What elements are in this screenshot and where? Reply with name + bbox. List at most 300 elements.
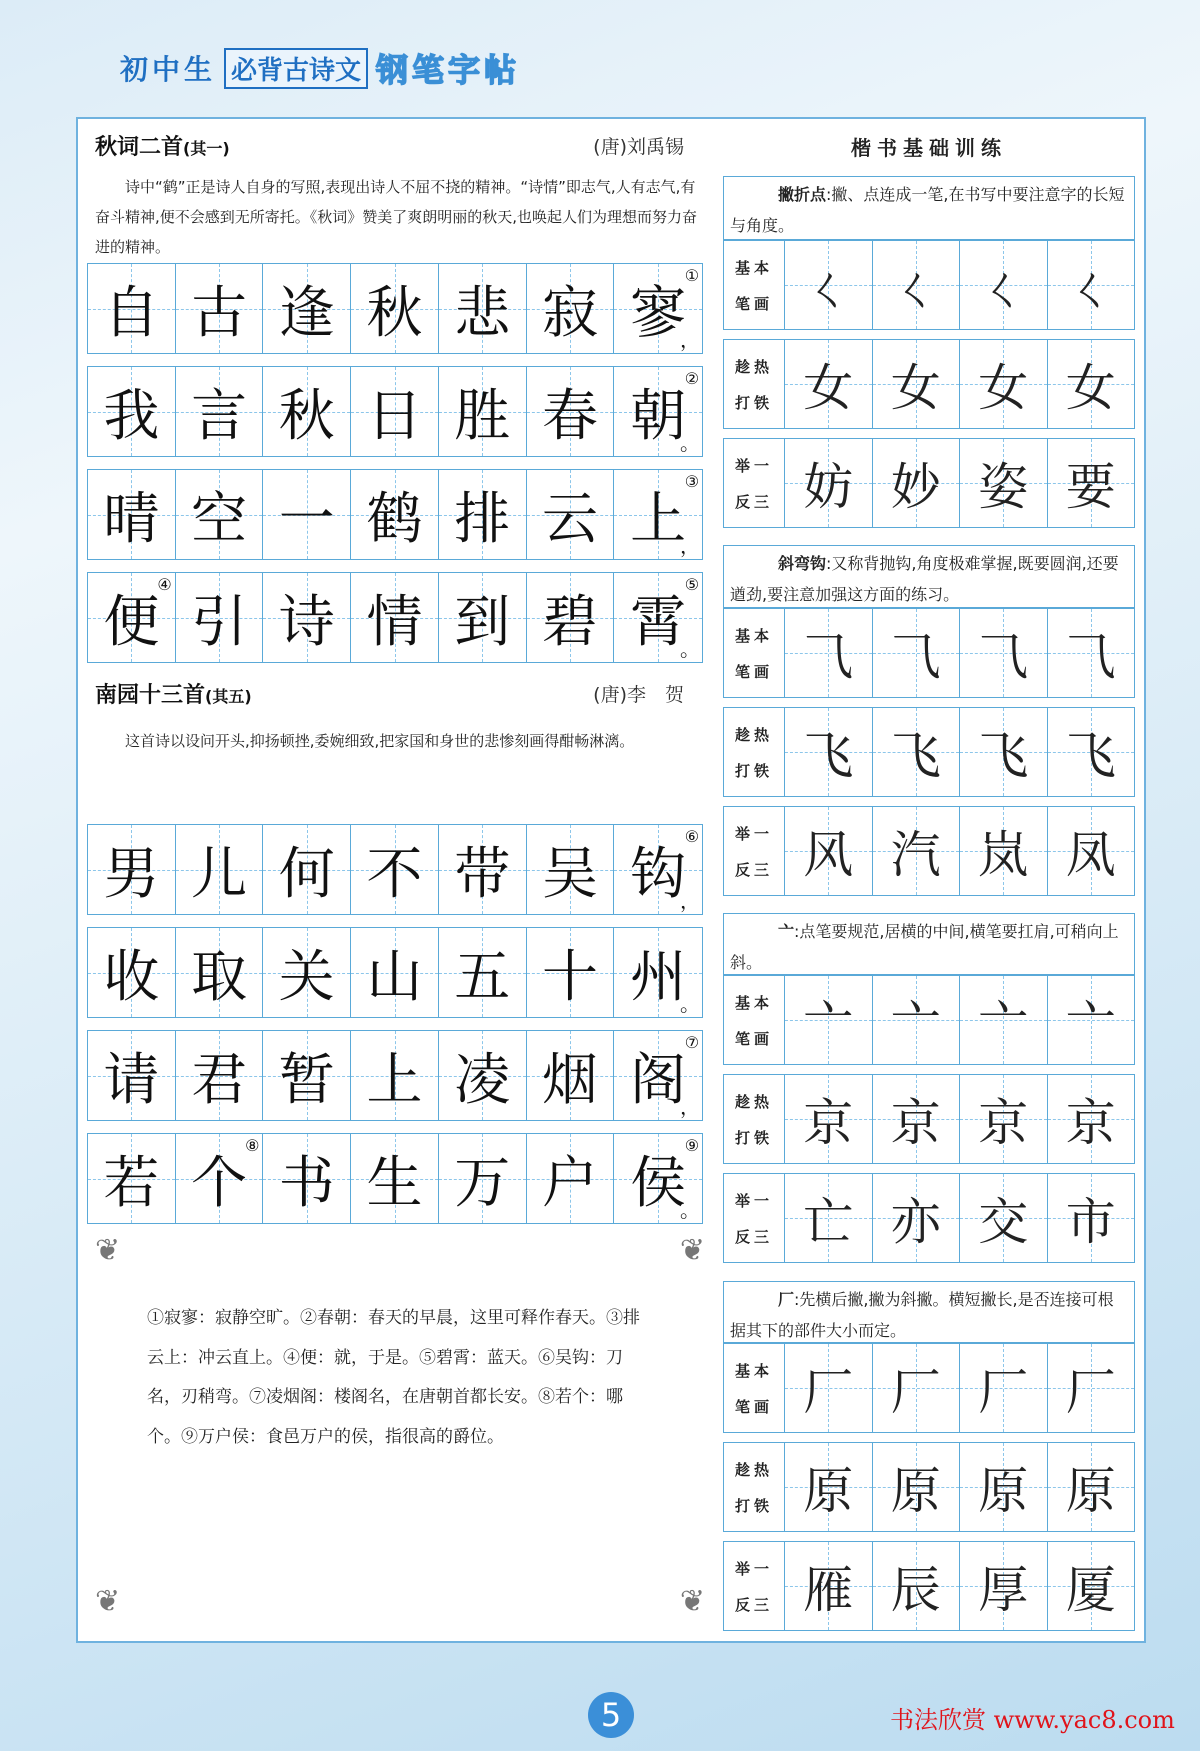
- row-label-line2: 笔画: [734, 662, 773, 681]
- stroke-desc-text: :先横后撇,撇为斜撇。横短撇长,是否连接可根据其下的部件大小而定。: [730, 1290, 1114, 1340]
- row-label-line1: 基本: [734, 1361, 773, 1380]
- character: ⺄: [803, 628, 854, 686]
- character: 姿: [978, 458, 1029, 516]
- character: 岚: [978, 826, 1029, 884]
- poem1-author: (唐)刘禹锡: [593, 136, 684, 158]
- row-label-line1: 举一: [734, 1191, 773, 1210]
- practice-cell: [527, 573, 615, 662]
- practice-cell: [873, 609, 961, 697]
- row-label-line1: 举一: [734, 456, 773, 475]
- training-row: [723, 438, 1135, 528]
- row-label: [724, 1443, 785, 1531]
- practice-cell: [1048, 439, 1135, 527]
- row-label-line2: 打铁: [734, 1128, 773, 1147]
- training-row: [723, 339, 1135, 429]
- row-label-line2: 笔画: [734, 1029, 773, 1048]
- training-row: [723, 240, 1135, 330]
- poem2-intro: 这首诗以设问开头,抑扬顿挫,委婉细致,把家国和身世的悲惨刻画得酣畅淋漓。: [125, 732, 635, 750]
- practice-cell: [785, 241, 873, 329]
- annotation-marker: ①: [684, 266, 700, 285]
- practice-cell: [785, 439, 873, 527]
- practice-cell: [88, 825, 176, 914]
- practice-cell: [263, 367, 351, 456]
- practice-cell: [873, 1443, 961, 1531]
- row-label-line1: 举一: [734, 824, 773, 843]
- practice-cell: [960, 609, 1048, 697]
- practice-cell: [1048, 1542, 1135, 1630]
- page-number: 5: [588, 1692, 634, 1738]
- practice-cell: [527, 1031, 615, 1120]
- character: 秋: [278, 383, 335, 449]
- character: ⺄: [890, 628, 941, 686]
- training-row: [723, 806, 1135, 896]
- character: 亦: [890, 1193, 941, 1251]
- practice-cell: [439, 573, 527, 662]
- practice-cell: [614, 470, 702, 559]
- annotation-marker: ②: [684, 369, 700, 388]
- practice-cell: [960, 807, 1048, 895]
- character: 京: [890, 1094, 941, 1152]
- practice-cell: [351, 264, 439, 353]
- stroke-term: 厂: [778, 1290, 795, 1309]
- row-label: [724, 807, 785, 895]
- stroke-description: [723, 1281, 1135, 1343]
- character: 钩: [630, 841, 687, 907]
- character: 雁: [803, 1561, 854, 1619]
- practice-cell: [1048, 807, 1135, 895]
- character: 飞: [890, 727, 941, 785]
- practice-cell: [873, 976, 961, 1064]
- character: 君: [191, 1047, 248, 1113]
- character: 飞: [1065, 727, 1116, 785]
- ornament-top-right-icon: ❦: [679, 1233, 705, 1268]
- character: 春: [541, 383, 598, 449]
- practice-cell: [1048, 1075, 1135, 1163]
- row-label-line1: 趁热: [734, 357, 773, 376]
- practice-cell: [960, 340, 1048, 428]
- stroke-desc-text: :又称背抛钩,角度极难掌握,既要圆润,还要遒劲,要注意加强这方面的练习。: [730, 554, 1119, 604]
- practice-cell: [88, 1031, 176, 1120]
- character: 原: [978, 1462, 1029, 1520]
- annotation-marker: ⑥: [684, 827, 700, 846]
- practice-cell: [527, 825, 615, 914]
- practice-cell: [873, 241, 961, 329]
- practice-cell: [785, 1344, 873, 1432]
- practice-cell: [527, 264, 615, 353]
- character: ㄑ: [978, 260, 1029, 318]
- character: 飞: [978, 727, 1029, 785]
- practice-cell: [785, 1542, 873, 1630]
- header-series: 必背古诗文: [224, 48, 368, 89]
- character: 上: [366, 1047, 423, 1113]
- character: 逢: [278, 280, 335, 346]
- row-label-line2: 反三: [734, 1595, 773, 1614]
- annotation-marker: ④: [157, 575, 172, 594]
- character: ㄑ: [890, 260, 941, 318]
- poem2-author: (唐)李 贺: [593, 684, 684, 706]
- character: 暂: [278, 1047, 335, 1113]
- character: 女: [978, 359, 1029, 417]
- annotation-marker: ⑨: [684, 1136, 700, 1155]
- practice-cell: [176, 1031, 264, 1120]
- character: ⺄: [1065, 628, 1116, 686]
- practice-cell: [960, 1542, 1048, 1630]
- practice-cell: [527, 367, 615, 456]
- practice-cell: [263, 825, 351, 914]
- character: 何: [278, 841, 335, 907]
- character: 个: [191, 1150, 248, 1216]
- poem-line: [87, 1133, 703, 1224]
- character: 京: [978, 1094, 1029, 1152]
- character: 亡: [803, 1193, 854, 1251]
- character: 凤: [1065, 826, 1116, 884]
- training-row: [723, 1541, 1135, 1631]
- practice-cell: [263, 264, 351, 353]
- practice-cell: [1048, 1344, 1135, 1432]
- character: ⺄: [978, 628, 1029, 686]
- character: 到: [454, 589, 511, 655]
- row-label: [724, 1174, 785, 1262]
- practice-cell: [439, 1031, 527, 1120]
- practice-cell: [351, 367, 439, 456]
- character: 京: [803, 1094, 854, 1152]
- poem1-intro: 诗中“鹤”正是诗人自身的写照,表现出诗人不屈不挠的精神。“诗情”即志气,人有志气,有奋斗精神,便不会感到无所寄托。《秋词》赞美了爽朗明丽的秋天,也唤起人们为理想而努力奋进的精神。: [95, 178, 698, 256]
- practice-cell: [88, 367, 176, 456]
- row-label-line1: 趁热: [734, 1460, 773, 1479]
- character: 一: [278, 486, 335, 552]
- practice-cell: [351, 1031, 439, 1120]
- practice-cell: [785, 807, 873, 895]
- character: 原: [803, 1462, 854, 1520]
- poem1-subtitle: (其一): [183, 139, 230, 158]
- practice-cell: [351, 825, 439, 914]
- character: 关: [278, 944, 335, 1010]
- character: 请: [103, 1047, 160, 1113]
- character: 妨: [803, 458, 854, 516]
- practice-cell: [1048, 609, 1135, 697]
- row-label-line2: 反三: [734, 860, 773, 879]
- character: 引: [191, 589, 248, 655]
- practice-cell: [873, 439, 961, 527]
- character: 亠: [803, 995, 854, 1053]
- character: 亠: [890, 995, 941, 1053]
- practice-cell: [88, 1134, 176, 1223]
- row-label: [724, 1542, 785, 1630]
- punctuation: 。: [680, 637, 701, 661]
- practice-cell: [873, 708, 961, 796]
- practice-cell: [1048, 340, 1135, 428]
- character: 收: [103, 944, 160, 1010]
- practice-cell: [176, 573, 264, 662]
- practice-cell: [263, 573, 351, 662]
- practice-cell: [1048, 1443, 1135, 1531]
- practice-cell: [439, 825, 527, 914]
- punctuation: 。: [680, 1198, 701, 1222]
- row-label: [724, 708, 785, 796]
- character: 情: [366, 589, 423, 655]
- practice-cell: [960, 976, 1048, 1064]
- poem2-title-text: 南园十三首: [95, 683, 206, 708]
- character: 京: [1065, 1094, 1116, 1152]
- practice-cell: [1048, 241, 1135, 329]
- practice-cell: [351, 1134, 439, 1223]
- character: 交: [978, 1193, 1029, 1251]
- character: 书: [278, 1150, 335, 1216]
- practice-cell: [785, 1075, 873, 1163]
- character: 吴: [541, 841, 598, 907]
- character: 秋: [366, 280, 423, 346]
- character: 寂: [541, 280, 598, 346]
- notes-box: [95, 1233, 705, 1619]
- character: 云: [541, 486, 598, 552]
- character: 带: [454, 841, 511, 907]
- row-label: [724, 1344, 785, 1432]
- row-label-line2: 打铁: [734, 393, 773, 412]
- practice-cell: [785, 1443, 873, 1531]
- practice-cell: [785, 708, 873, 796]
- character: 风: [803, 826, 854, 884]
- character: 厂: [1065, 1363, 1116, 1421]
- stroke-desc-text: :撇、点连成一笔,在书写中要注意字的长短与角度。: [730, 185, 1125, 235]
- stroke-description: [723, 545, 1135, 608]
- practice-cell: [263, 470, 351, 559]
- stroke-term: 斜弯钩: [778, 554, 827, 573]
- character: 寥: [630, 280, 687, 346]
- training-row: [723, 975, 1135, 1065]
- header-grade: 初中生: [120, 53, 217, 86]
- character: 言: [191, 383, 248, 449]
- character: 五: [454, 944, 511, 1010]
- practice-cell: [88, 470, 176, 559]
- character: 亠: [1065, 995, 1116, 1053]
- character: 州: [630, 944, 687, 1010]
- practice-cell: [263, 1031, 351, 1120]
- poem1-title: [95, 130, 230, 161]
- character: 厚: [978, 1561, 1029, 1619]
- notes-text: ①寂寥：寂静空旷。②春朝：春天的早晨，这里可释作春天。③排云上：冲云直上。④便：就，于是。⑤碧霄：蓝天。⑥吴钩：刀名，刃稍弯。⑦凌烟阁：楼阁名，在唐朝首都长安。⑧若个：哪个。⑨万户侯：食邑万户的侯，指很高的爵位。: [147, 1308, 640, 1447]
- practice-cell: [1048, 1174, 1135, 1262]
- practice-cell: [439, 1134, 527, 1223]
- character: 阁: [630, 1047, 687, 1113]
- character: 市: [1065, 1193, 1116, 1251]
- row-label-line2: 反三: [734, 492, 773, 511]
- character: 便: [103, 589, 160, 655]
- practice-cell: [785, 609, 873, 697]
- practice-cell: [873, 1542, 961, 1630]
- annotation-marker: ③: [684, 472, 700, 491]
- practice-cell: [614, 1134, 702, 1223]
- character: 原: [890, 1462, 941, 1520]
- poem-line: [87, 366, 703, 457]
- practice-cell: [785, 976, 873, 1064]
- practice-cell: [785, 340, 873, 428]
- practice-cell: [873, 1344, 961, 1432]
- stroke-term: 撇折点: [778, 185, 827, 204]
- practice-cell: [614, 928, 702, 1017]
- character: 辰: [890, 1561, 941, 1619]
- character: 不: [366, 841, 423, 907]
- character: 凌: [454, 1047, 511, 1113]
- punctuation: ，: [680, 534, 701, 558]
- row-label-line1: 基本: [734, 626, 773, 645]
- practice-cell: [176, 470, 264, 559]
- practice-cell: [960, 1174, 1048, 1262]
- character: 生: [366, 1150, 423, 1216]
- ornament-bottom-right-icon: ❦: [679, 1584, 705, 1619]
- row-label: [724, 340, 785, 428]
- punctuation: 。: [680, 992, 701, 1016]
- character: 自: [103, 280, 160, 346]
- practice-cell: [1048, 708, 1135, 796]
- row-label-line2: 笔画: [734, 294, 773, 313]
- practice-cell: [351, 573, 439, 662]
- training-row: [723, 707, 1135, 797]
- training-row: [723, 1074, 1135, 1164]
- row-label: [724, 241, 785, 329]
- practice-cell: [88, 928, 176, 1017]
- stroke-description: [723, 913, 1135, 975]
- character: 碧: [541, 589, 598, 655]
- character: 妙: [890, 458, 941, 516]
- training-row: [723, 1173, 1135, 1263]
- practice-cell: [176, 928, 264, 1017]
- practice-cell: [351, 470, 439, 559]
- row-label: [724, 1075, 785, 1163]
- row-label-line2: 打铁: [734, 761, 773, 780]
- poem2-subtitle: (其五): [205, 687, 252, 706]
- poem-line: [87, 572, 703, 663]
- practice-cell: [527, 470, 615, 559]
- practice-cell: [176, 825, 264, 914]
- character: 侯: [630, 1150, 687, 1216]
- practice-cell: [614, 573, 702, 662]
- practice-cell: [527, 928, 615, 1017]
- poem-line: [87, 263, 703, 354]
- practice-cell: [176, 367, 264, 456]
- training-row: [723, 1343, 1135, 1433]
- training-row: [723, 1442, 1135, 1532]
- character: 女: [803, 359, 854, 417]
- header-book-title: 钢笔字帖: [376, 51, 521, 89]
- character: 鹤: [366, 486, 423, 552]
- poem-line: [87, 469, 703, 560]
- character: 女: [890, 359, 941, 417]
- poem-line: [87, 824, 703, 915]
- row-label-line1: 趁热: [734, 1092, 773, 1111]
- character: 厦: [1065, 1561, 1116, 1619]
- stroke-desc-text: :点笔要规范,居横的中间,横笔要扛肩,可稍向上斜。: [730, 922, 1119, 972]
- practice-cell: [439, 470, 527, 559]
- character: 飞: [803, 727, 854, 785]
- character: 胜: [454, 383, 511, 449]
- practice-cell: [614, 264, 702, 353]
- practice-cell: [176, 264, 264, 353]
- ornament-top-left-icon: ❦: [95, 1233, 121, 1268]
- row-label-line2: 反三: [734, 1227, 773, 1246]
- poem1-title-text: 秋词二首: [95, 135, 184, 160]
- annotation-marker: ⑤: [684, 575, 700, 594]
- row-label-line1: 基本: [734, 993, 773, 1012]
- practice-cell: [873, 807, 961, 895]
- character: 诗: [278, 589, 335, 655]
- punctuation: 。: [680, 431, 701, 455]
- book-header: [120, 48, 520, 88]
- practice-cell: [439, 264, 527, 353]
- character: 亠: [978, 995, 1029, 1053]
- practice-cell: [88, 264, 176, 353]
- punctuation: ，: [680, 1095, 701, 1119]
- row-label-line1: 趁热: [734, 725, 773, 744]
- character: 汽: [890, 826, 941, 884]
- row-label-line1: 举一: [734, 1559, 773, 1578]
- practice-cell: [439, 367, 527, 456]
- training-row: [723, 608, 1135, 698]
- character: 悲: [454, 280, 511, 346]
- practice-cell: [614, 825, 702, 914]
- practice-cell: [176, 1134, 264, 1223]
- character: ㄑ: [1065, 260, 1116, 318]
- practice-cell: [1048, 976, 1135, 1064]
- ornament-bottom-left-icon: ❦: [95, 1584, 121, 1619]
- practice-cell: [263, 1134, 351, 1223]
- character: 原: [1065, 1462, 1116, 1520]
- practice-cell: [439, 928, 527, 1017]
- practice-cell: [614, 367, 702, 456]
- character: 男: [103, 841, 160, 907]
- practice-cell: [960, 1443, 1048, 1531]
- practice-cell: [351, 928, 439, 1017]
- annotation-marker: ⑦: [684, 1033, 700, 1052]
- practice-cell: [960, 1075, 1048, 1163]
- character: 山: [366, 944, 423, 1010]
- poem-line: [87, 927, 703, 1018]
- character: 晴: [103, 486, 160, 552]
- practice-cell: [785, 1174, 873, 1262]
- character: 厂: [978, 1363, 1029, 1421]
- practice-cell: [960, 708, 1048, 796]
- row-label: [724, 609, 785, 697]
- stroke-description: [723, 176, 1135, 240]
- practice-cell: [873, 1075, 961, 1163]
- practice-cell: [960, 241, 1048, 329]
- character: 要: [1065, 458, 1116, 516]
- character: 取: [191, 944, 248, 1010]
- punctuation: ，: [680, 328, 701, 352]
- practice-cell: [873, 340, 961, 428]
- character: 空: [191, 486, 248, 552]
- character: 朝: [630, 383, 687, 449]
- practice-cell: [873, 1174, 961, 1262]
- stroke-term: 亠: [778, 922, 795, 941]
- character: 排: [454, 486, 511, 552]
- character: 霄: [630, 589, 687, 655]
- character: 若: [103, 1150, 160, 1216]
- row-label-line2: 打铁: [734, 1496, 773, 1515]
- poem-line: [87, 1030, 703, 1121]
- practice-cell: [88, 573, 176, 662]
- character: 户: [541, 1150, 598, 1216]
- practice-cell: [263, 928, 351, 1017]
- character: 烟: [541, 1047, 598, 1113]
- character: 上: [630, 486, 687, 552]
- row-label-line1: 基本: [734, 258, 773, 277]
- character: 我: [103, 383, 160, 449]
- row-label: [724, 439, 785, 527]
- character: 万: [454, 1150, 511, 1216]
- character: 儿: [191, 841, 248, 907]
- character: 厂: [803, 1363, 854, 1421]
- training-title: 楷书基础训练: [851, 136, 1007, 160]
